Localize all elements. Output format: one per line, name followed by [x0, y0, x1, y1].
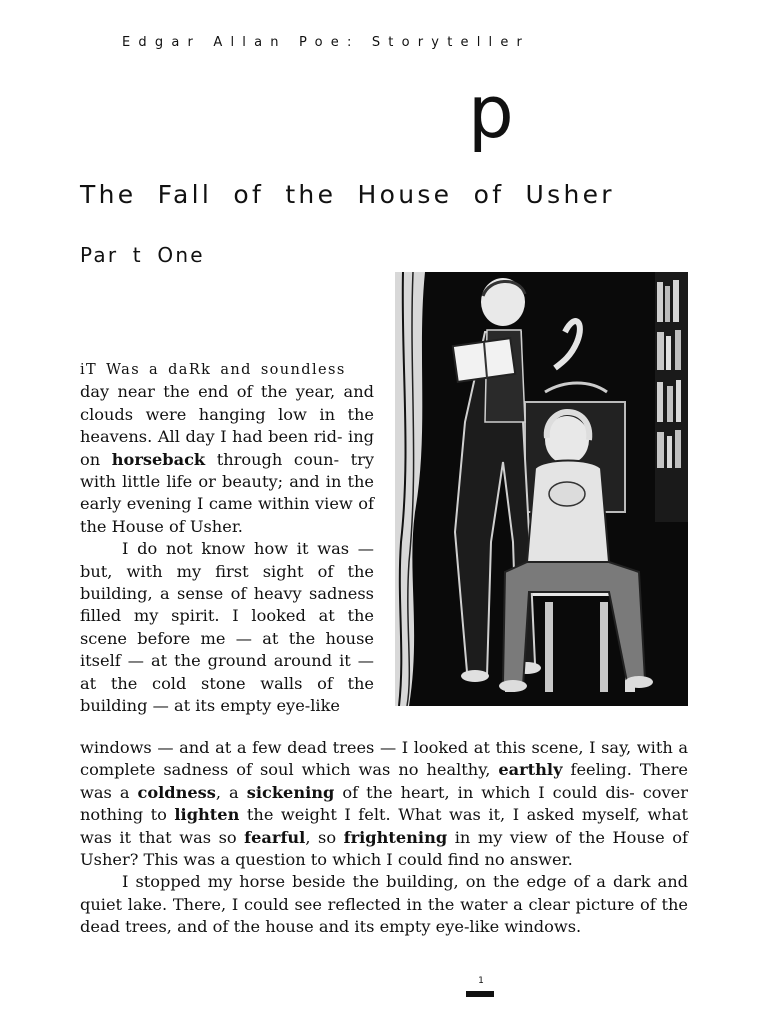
paragraph-2-wide-f: , so: [305, 827, 344, 847]
paragraph-1: [80, 358, 374, 538]
bold-word-sickening: sickening: [246, 782, 335, 802]
illustration: [395, 272, 688, 706]
paragraph-2-wide-e: the weight I felt. What was it, I asked myself, what was it that was so: [80, 805, 688, 847]
bold-word-fearful: fearful: [244, 827, 306, 847]
paragraph-1-text-a: day near the end of the year, and clouds were hanging low in the heavens. All day I had been rid- ing on: [80, 382, 374, 469]
opening-line: iT Was a daRk and soundless: [80, 362, 346, 378]
paragraph-2-wide-c: , a: [215, 782, 247, 802]
bold-word-coldness: coldness: [137, 782, 216, 802]
paragraph-1-text-b: through coun- try with little life or beauty; and in the early evening I came within view of the House of Usher.: [80, 449, 374, 536]
bold-word-frightening: frightening: [343, 827, 448, 847]
bold-word-lighten: lighten: [174, 805, 240, 825]
bold-word-earthly: earthly: [498, 760, 563, 780]
part-mark: p: [468, 70, 514, 154]
paragraph-2-continued: [80, 737, 688, 871]
page-number-bar: [466, 991, 494, 997]
paragraph-2-wide-a: windows — and at a few dead trees — I looked at this scene, I say, with a complete sadness of soul which was no healthy,: [80, 738, 688, 780]
bold-word-horseback: horseback: [111, 449, 206, 469]
engraving-two-men-reading-icon: [395, 272, 688, 706]
body-text-narrow: [80, 358, 374, 718]
page-number: 1: [478, 976, 484, 986]
paragraph-2-narrow: I do not know how it was — but, with my first sight of the building, a sense of heavy sadness filled my spirit. I looked at the scene before me — at the house itself — at the ground around it — at the cold stone walls of the building — at its empty eye-like: [80, 539, 374, 716]
paragraph-3: I stopped my horse beside the building, on the edge of a dark and quiet lake. There, I could see reflected in the water a clear picture of the dead trees, and of the house and its empty eye-like windows.: [80, 872, 688, 937]
part-title: Par t One: [80, 243, 205, 267]
running-header: Edgar Allan Poe: Storyteller: [122, 35, 531, 50]
paragraph-2-wide-g: in my view of the House of Usher? This was a question to which I could find no answer.: [80, 827, 688, 870]
body-text-wide: [80, 737, 688, 939]
story-title: The Fall of the House of Usher: [80, 180, 615, 209]
paragraph-2-wide-d: of the heart, in which I could dis- cover nothing to: [80, 782, 688, 825]
paragraph-2-wide-b: feeling. There was a: [80, 760, 688, 802]
